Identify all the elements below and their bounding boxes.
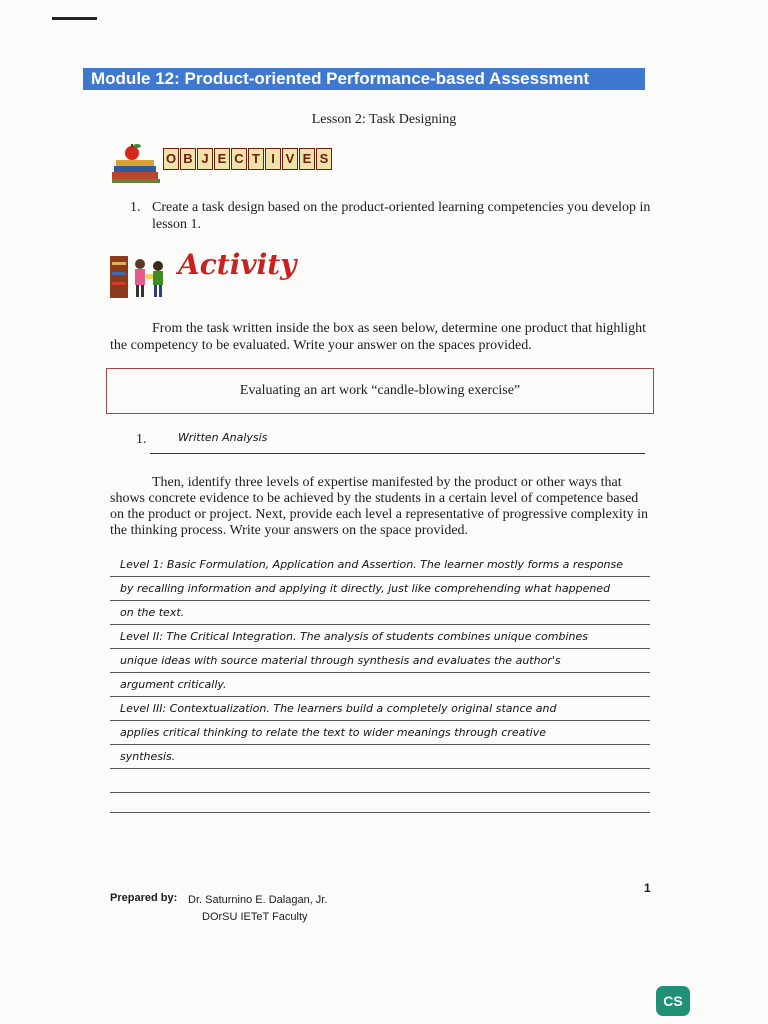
ruled-line <box>110 624 650 625</box>
objectives-letter: E <box>214 148 230 170</box>
handwritten-line: Level III: Contextualization. The learners build a completely original stance and <box>120 702 557 715</box>
ruled-line <box>110 812 650 813</box>
handwritten-line: on the text. <box>120 606 185 619</box>
ruled-line <box>110 792 650 793</box>
objectives-letter: C <box>231 148 247 170</box>
activity-instruction: From the task written inside the box as seen below, determine one product that highlight the competency to be evaluated. Write your answer on the spaces provided. <box>110 321 647 353</box>
handwritten-line: unique ideas with source material through synthesis and evaluates the author's <box>120 654 561 667</box>
objectives-letter: I <box>265 148 281 170</box>
module-title-banner: Module 12: Product-oriented Performance-based Assessment <box>83 68 645 90</box>
handwritten-line: argument critically. <box>120 678 227 691</box>
scan-mark <box>52 17 97 20</box>
handwritten-line: synthesis. <box>120 750 176 763</box>
handwritten-line: Level II: The Critical Integration. The analysis of students combines unique combines <box>120 630 589 643</box>
handwritten-line: Level 1: Basic Formulation, Application and Assertion. The learner mostly forms a response <box>120 558 624 571</box>
prepared-by-label: Prepared by: <box>110 892 178 904</box>
books-apple-icon <box>110 142 162 184</box>
prepared-by-affiliation: DOrSU IETeT Faculty <box>202 911 308 923</box>
objectives-letter: S <box>316 148 332 170</box>
levels-instruction: Then, identify three levels of expertise manifested by the product or other ways that shows concrete evidence to be achieved by the students in a certain level of competence based on the product or project. Next, provide each level a representative of progressive complexity in the thinking process. Write your answers on the space provided. <box>110 475 649 538</box>
prepared-by-block <box>188 892 327 926</box>
objectives-letter: E <box>299 148 315 170</box>
objectives-letter: O <box>163 148 179 170</box>
ruled-line <box>110 720 650 721</box>
page-number: 1 <box>644 881 651 895</box>
objective-text: Create a task design based on the product-oriented learning competencies you develop in lesson 1. <box>152 200 651 232</box>
prepared-by-name: Dr. Saturnino E. Dalagan, Jr. <box>188 894 328 906</box>
objectives-letter: V <box>282 148 298 170</box>
ruled-line <box>110 672 650 673</box>
students-bookshelf-icon <box>110 252 174 300</box>
ruled-line <box>110 576 650 577</box>
task-box: Evaluating an art work “candle-blowing exercise” <box>106 368 654 414</box>
camscanner-badge-icon: CS <box>656 986 690 1016</box>
ruled-line <box>110 696 650 697</box>
ruled-line <box>110 768 650 769</box>
objective-number: 1. <box>130 200 141 215</box>
objectives-letter: T <box>248 148 264 170</box>
handwritten-answer: Written Analysis <box>178 431 268 444</box>
handwritten-line: applies critical thinking to relate the text to wider meanings through creative <box>120 726 546 739</box>
ruled-line <box>110 744 650 745</box>
answer-number: 1. <box>136 432 147 447</box>
answer-line <box>150 453 645 454</box>
objectives-letter: B <box>180 148 196 170</box>
ruled-line <box>110 648 650 649</box>
objectives-letter: J <box>197 148 213 170</box>
activity-heading: Activity <box>178 248 297 281</box>
objectives-heading <box>163 148 333 170</box>
ruled-line <box>110 600 650 601</box>
lesson-title: Lesson 2: Task Designing <box>311 112 457 127</box>
handwritten-line: by recalling information and applying it directly, just like comprehending what happened <box>120 582 611 595</box>
objective-item <box>130 199 660 233</box>
